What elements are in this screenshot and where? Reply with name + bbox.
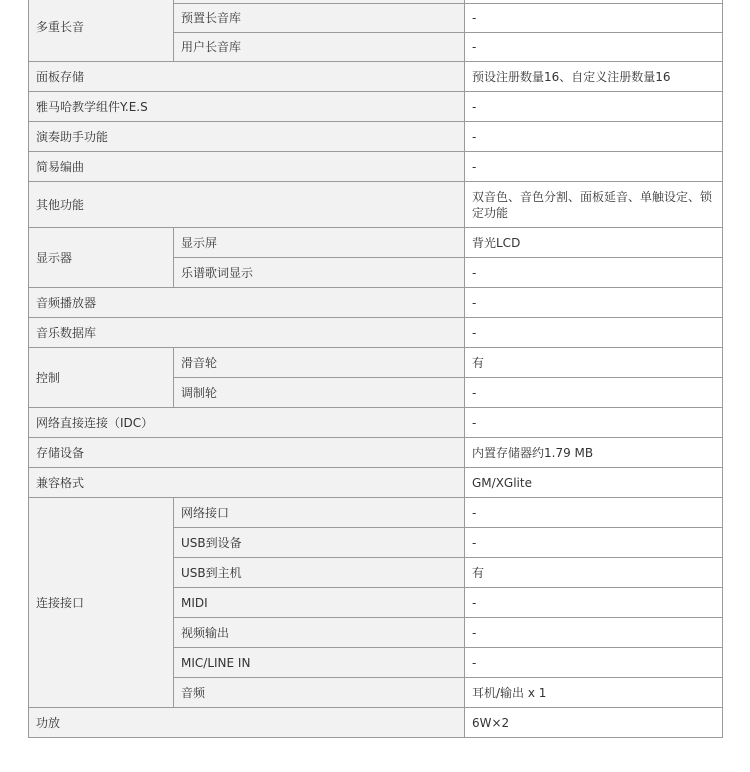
- row-label-multi-voice: 多重长音: [29, 0, 174, 62]
- row-label-controls: 控制: [29, 348, 174, 408]
- table-row: [29, 288, 723, 318]
- value-screen: 背光LCD: [465, 228, 723, 258]
- row-label-audio-player: 音频播放器: [29, 288, 465, 318]
- table-row: [29, 228, 723, 258]
- table-row: [29, 498, 723, 528]
- table-row: [29, 468, 723, 498]
- sub-label-user-voice-library: 用户长音库: [174, 33, 465, 62]
- value-other-functions: 双音色、音色分割、面板延音、单触设定、锁定功能: [465, 182, 723, 228]
- row-label-idc: 网络直接连接（IDC）: [29, 408, 465, 438]
- table-row: [29, 318, 723, 348]
- value-format: GM/XGlite: [465, 468, 723, 498]
- sub-label-usb-to-device: USB到设备: [174, 528, 465, 558]
- row-label-display: 显示器: [29, 228, 174, 288]
- row-label-performance-assist: 演奏助手功能: [29, 122, 465, 152]
- row-label-yes: 雅马哈教学组件Y.E.S: [29, 92, 465, 122]
- value-mic-line-in: -: [465, 648, 723, 678]
- value-amplifier: 6W×2: [465, 708, 723, 738]
- value-panel-memory: 预设注册数量16、自定义注册数量16: [465, 62, 723, 92]
- value-yes: -: [465, 92, 723, 122]
- sub-label-screen: 显示屏: [174, 228, 465, 258]
- sub-label-video-out: 视频输出: [174, 618, 465, 648]
- value-usb-to-host: 有: [465, 558, 723, 588]
- value-midi: -: [465, 588, 723, 618]
- row-label-other-functions: 其他功能: [29, 182, 465, 228]
- table-row: [29, 92, 723, 122]
- row-label-format: 兼容格式: [29, 468, 465, 498]
- value-music-database: -: [465, 318, 723, 348]
- sub-label-audio: 音频: [174, 678, 465, 708]
- row-label-easy-song: 简易编曲: [29, 152, 465, 182]
- row-label-amplifier: 功放: [29, 708, 465, 738]
- spec-table: [28, 0, 723, 738]
- table-row: [29, 708, 723, 738]
- sub-label-modulation: 调制轮: [174, 378, 465, 408]
- sub-label-preset-voice-library: 预置长音库: [174, 4, 465, 33]
- value-video-out: -: [465, 618, 723, 648]
- value-performance-assist: -: [465, 122, 723, 152]
- sub-label-usb-to-host: USB到主机: [174, 558, 465, 588]
- sub-label-mic-line-in: MIC/LINE IN: [174, 648, 465, 678]
- table-row: [29, 62, 723, 92]
- sub-label-score-lyrics: 乐谱歌词显示: [174, 258, 465, 288]
- value-idc: -: [465, 408, 723, 438]
- row-label-music-database: 音乐数据库: [29, 318, 465, 348]
- row-label-panel-memory: 面板存储: [29, 62, 465, 92]
- row-label-connectors: 连接接口: [29, 498, 174, 708]
- value-preset-voice-library: -: [465, 4, 723, 33]
- table-row: [29, 408, 723, 438]
- value-easy-song: -: [465, 152, 723, 182]
- value-audio-player: -: [465, 288, 723, 318]
- sub-label-midi: MIDI: [174, 588, 465, 618]
- value-storage: 内置存储器约1.79 MB: [465, 438, 723, 468]
- table-row: [29, 182, 723, 228]
- value-pitch-bend: 有: [465, 348, 723, 378]
- table-row: [29, 122, 723, 152]
- row-label-storage: 存储设备: [29, 438, 465, 468]
- sub-label-pitch-bend: 滑音轮: [174, 348, 465, 378]
- table-row: [29, 152, 723, 182]
- value-audio: 耳机/输出 x 1: [465, 678, 723, 708]
- value-user-voice-library: -: [465, 33, 723, 62]
- value-usb-to-device: -: [465, 528, 723, 558]
- table-row: [29, 348, 723, 378]
- value-score-lyrics: -: [465, 258, 723, 288]
- value-modulation: -: [465, 378, 723, 408]
- table-row: [29, 438, 723, 468]
- sub-label-network: 网络接口: [174, 498, 465, 528]
- value-network: -: [465, 498, 723, 528]
